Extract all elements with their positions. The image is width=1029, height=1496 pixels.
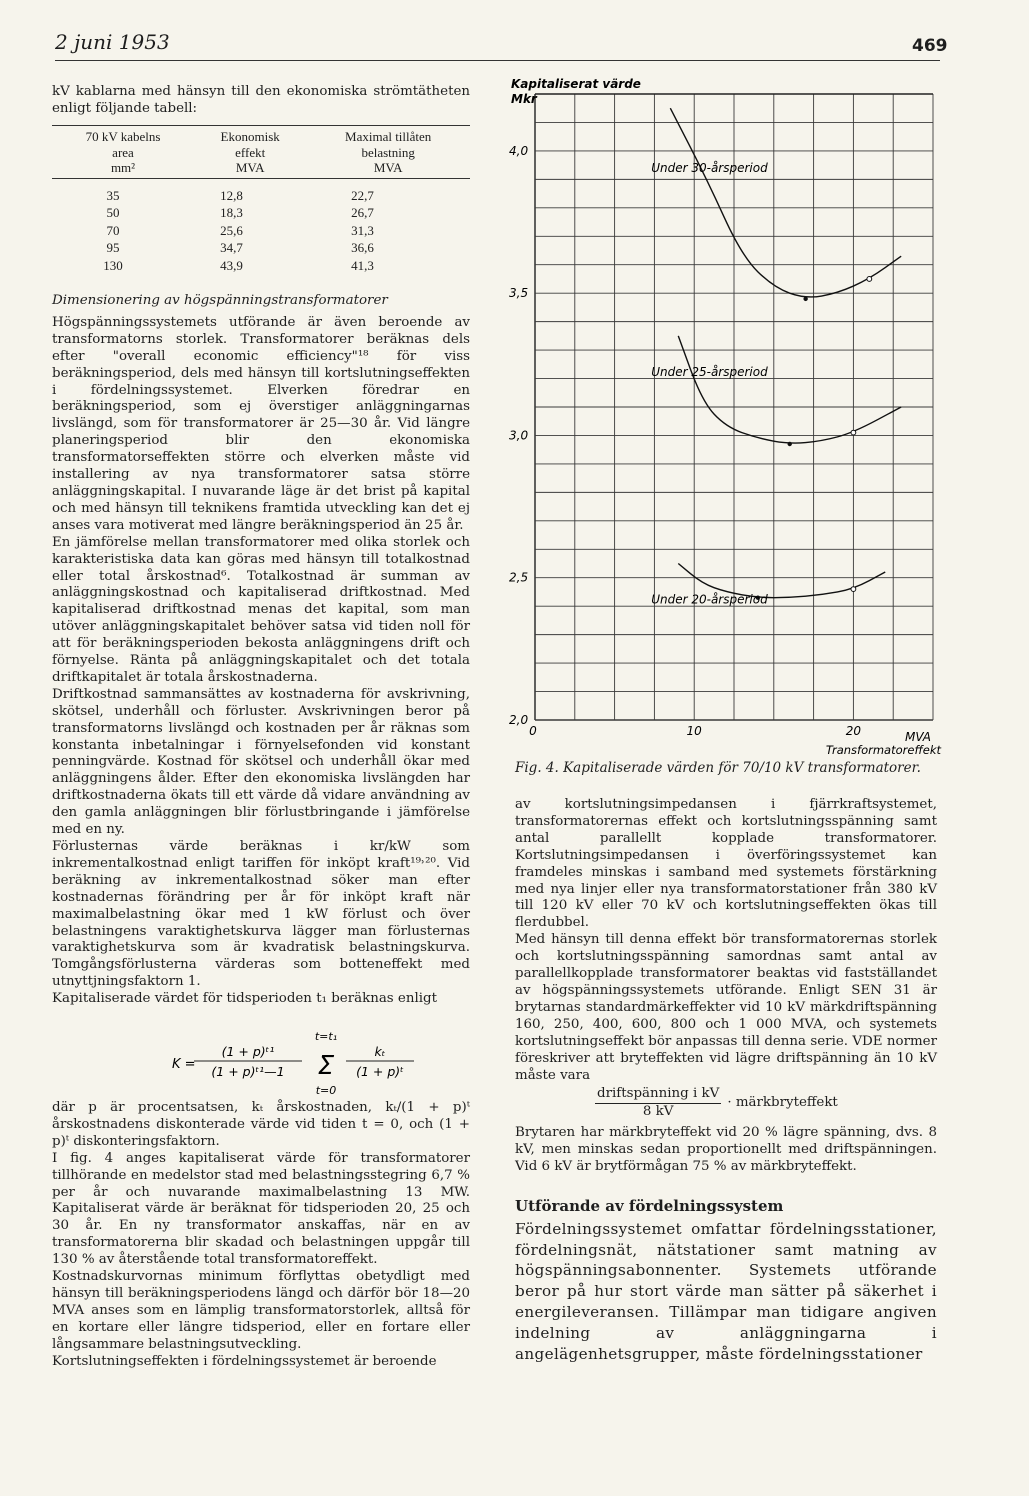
series-curve [670, 108, 901, 297]
x-tick-label: 20 [845, 724, 862, 738]
formula-den1: (1 + p)ᵗ¹—1 [211, 1064, 285, 1079]
y-tick-label: 2,0 [509, 713, 529, 727]
table-cell: 34,7 [220, 240, 243, 256]
chart-axes [509, 94, 933, 738]
fraction-denominator: 8 kV [642, 1104, 674, 1120]
header-line: MVA [235, 160, 265, 175]
table-row [52, 179, 470, 205]
header-line: area [112, 144, 134, 160]
table-cell: 36,6 [351, 240, 374, 256]
fraction-numerator: driftspänning i kV [595, 1086, 721, 1104]
header-date: 2 juni 1953 [55, 30, 170, 54]
x-tick-label: 0 [529, 724, 537, 738]
y-tick-label: 3,0 [509, 428, 529, 443]
formula-sum-top: t=t₁ [314, 1030, 338, 1043]
y-tick-label: 4,0 [509, 143, 529, 158]
table-header-effect [194, 126, 306, 178]
y-tick-label: 3,5 [509, 286, 529, 301]
series-label: Under 30-årsperiod [651, 161, 768, 176]
table-grid [52, 126, 470, 178]
x-tick-label: 10 [686, 724, 702, 738]
table-body [52, 179, 470, 275]
chart-y-unit: Mkr [511, 92, 537, 106]
chart-grid [535, 94, 933, 720]
table-cell: 31,3 [351, 222, 374, 238]
table-cell: 95 [106, 240, 120, 256]
right-column-body [515, 797, 937, 1364]
chart-x-title: Transformatoreffekt [825, 743, 941, 756]
header-line: effekt [235, 144, 266, 160]
paragraph: Kapitaliserade värdet för tidsperioden t₁ beräknas enligt [52, 991, 437, 1007]
sigma-icon: Σ [317, 1051, 335, 1081]
paragraph: Högspänningssystemets utförande är även beroende av transformatorns storlek. Transformatorer beräknas dels efter "overall economic efficiency"¹⁸ för viss beräkningsperiod, dels med hänsyn till kortslutningseffekten i fördelningssystemet. Elverken föredrar en beräkningsperiod, som ej överstiger anläggningarnas livslängd, som för transformatorer är 25—30 år. Vid längre planeringsperiod blir den ekonomiska transformatorseffekten större och elverken måste vid installering av nya transformatorer satsa större anläggningskapital. I nuvarande läge är det brist på kapital och med hänsyn till teknikens framtida utveckling kan det ej anses vara motiverat med längre beräkningsperiod än 25 år. [52, 314, 470, 533]
fraction-suffix: · märkbryteffekt [727, 1095, 838, 1111]
table-cell: 70 [106, 222, 120, 238]
series-curve [678, 336, 901, 443]
table-cell: 41,3 [351, 257, 374, 273]
table-cell: 35 [106, 187, 120, 203]
page-number: 469 [912, 36, 948, 56]
formula-num1: (1 + p)ᵗ¹ [221, 1044, 275, 1059]
header-line: MVA [373, 160, 403, 175]
paragraph: Kostnadskurvornas minimum förflyttas obetydligt med hänsyn till beräkningsperiodens längd och därför bör 18—20 MVA anses som en lämplig transformatorstorlek, alltså för en kortare eller längre tidsperiod, eller en fortare eller långsammare belastningsutveckling. [52, 1269, 470, 1352]
header-line: belastning [361, 144, 415, 160]
series-label: Under 20-årsperiod [651, 592, 768, 607]
formula-svg [150, 1028, 470, 1100]
paragraph: Kortslutningseffekten i fördelningssystemet är beroende [52, 1353, 437, 1369]
left-column-tail [52, 1100, 470, 1371]
header-line: mm² [110, 160, 136, 175]
table-cell: 50 [106, 205, 120, 221]
paragraph-large: Fördelningssystemet omfattar fördelningsstationer, fördelningsnät, nätstationer samt matning av högspänningsabonnenter. Systemets utförande beror på hur stort värde man sätter på säkerhet i energileveransen. Tillämpar man tidigare angiven indelning av anläggningarna i angelägenhetsgrupper, måste fördelningsstationer [515, 1219, 937, 1363]
table-cell: 22,7 [351, 187, 374, 203]
left-column-body [52, 293, 470, 1008]
series-point [851, 587, 856, 592]
header-rule [55, 60, 940, 61]
paragraph: Driftkostnad sammansättes av kostnaderna för avskrivning, skötsel, underhåll och förluster. Avskrivningen beror på transformatorns livslängd och kostnaden per år räknas som konstanta inbetalningar i förnyelsefonden vid konstant penningvärde. Kostnad för skötsel och underhåll ökar med anläggningens ålder. Efter den ekonomiska livslängden har driftkostnaderna ökats till ett värde då vidare användning av den gamla anläggningen blir förlustbringande i jämförelse med en ny. [52, 686, 470, 838]
series-point [867, 277, 872, 282]
table-header-max-load [306, 126, 470, 178]
paragraph: där p är procentsatsen, kₜ årskostnaden, kₜ/(1 + p)ᵗ årskostnadens diskonterade värde vid tiden t = 0, och (1 + p)ᵗ diskonteringsfaktorn. [52, 1100, 470, 1149]
series-minimum-point [803, 297, 807, 301]
table-row [52, 239, 470, 257]
table-cell: 130 [103, 257, 123, 273]
paragraph: Brytaren har märkbryteffekt vid 20 % lägre spänning, dvs. 8 kV, men minskas sedan proportionellt med driftspänningen. Vid 6 kV är brytförmågan 75 % av märkbryteffekt. [515, 1125, 937, 1175]
chart-x-unit: MVA [905, 730, 931, 744]
header-line: Maximal tillåten [345, 129, 432, 144]
series-point [851, 430, 856, 435]
formula-lhs: K = [172, 1057, 196, 1072]
cable-table [52, 125, 470, 274]
table-header-area [52, 126, 194, 178]
table-cell: 43,9 [220, 257, 243, 273]
table-row [52, 257, 470, 275]
paragraph: I fig. 4 anges kapitaliserat värde för transformatorer tillhörande en medelstor stad med belastningsstegring 6,7 % per år och nuvarande maximalbelastning 13 MW. Kapitaliserat värde är beräknat för tidsperioden 20, 25 och 30 år. En ny transformator anskaffas, när en av transformatorerna blir skadad och belastningen uppgår till 130 % av återstående total transformatoreffekt. [52, 1150, 470, 1268]
table-cell: 18,3 [220, 205, 243, 221]
formula-sum-bottom: t=0 [315, 1084, 337, 1097]
header-line: 70 kV kabelns [85, 129, 161, 144]
paragraph: av kortslutningsimpedansen i fjärrkraftsystemet, transformatorernas effekt och kortslutningsspänning samt antal parallellt kopplade transformatorer. Kortslutningsimpedansen i överföringssystemet kan framdeles minskas i samband med systemets förstärkning med nya linjer eller nya transformatorstationer från 380 kV till 120 kV eller 70 kV och kortslutningseffekten ökas till flerdubbel. [515, 797, 937, 931]
series-minimum-point [788, 442, 792, 446]
header-line: Ekonomisk [220, 129, 280, 144]
section-heading-dimensioning: Dimensionering av högspänningstransformatorer [52, 293, 388, 308]
capitalized-value-chart [505, 72, 945, 756]
intro-text: kV kablarna med hänsyn till den ekonomiska strömtätheten enligt följande tabell: [52, 84, 470, 116]
table-cell: 25,6 [220, 222, 243, 238]
figure-caption: Fig. 4. Kapitaliserade värden för 70/10 kV transformatorer. [515, 760, 921, 776]
section-heading-distribution: Utförande av fördelningssystem [515, 1196, 784, 1215]
table-cell: 26,7 [351, 205, 374, 221]
paragraph: En jämförelse mellan transformatorer med olika storlek och karakteristiska data kan göras med hänsyn till totalkostnad eller total årskostnad⁶. Totalkostnad är summan av anläggningskostnad och kapitaliserad driftkostnad. Med kapitaliserad driftkostnad menas det kapital, som man utöver anläggningskapitalet behöver satsa vid tiden noll för att för beräkningsperioden bekosta anläggningens drift och förnyelse. Ränta på anläggningskapitalet och det totala driftkapitalet är totala årskostnaderna. [52, 534, 470, 685]
formula-num2: kₜ [374, 1044, 386, 1059]
formula-fraction [595, 1086, 721, 1121]
y-tick-label: 2,5 [509, 570, 529, 585]
intro-paragraph [52, 84, 470, 118]
table-row [52, 222, 470, 240]
formula-den2: (1 + p)ᵗ [356, 1064, 404, 1079]
breaking-capacity-formula [595, 1086, 937, 1121]
chart-series [651, 108, 901, 606]
paragraph: Med hänsyn till denna effekt bör transformatorernas storlek och kortslutningsspänning samordnas samt antal av parallellkopplade transformatorer beaktas vid fastställandet av högspänningssystemets utförande. Enligt SEN 31 är brytarnas standardmärkeffekter vid 10 kV märkdriftspänning 160, 250, 400, 600, 800 och 1 000 MVA, och systemets kortslutningseffekt bör anpassas till denna serie. VDE normer föreskriver att bryteffekten vid lägre driftspänning än 10 kV måste vara [515, 932, 937, 1083]
table-cell: 12,8 [220, 187, 243, 203]
chart-title: Kapitaliserat värde [511, 77, 641, 91]
paragraph: Förlusternas värde beräknas i kr/kW som inkrementalkostnad enligt tariffen för inköpt kraft¹⁹˒²⁰. Vid beräkning av inkrementalkostnad söker man efter kostnadernas förändring per år för inköpt kraft när maximalbelastning ökar med 1 kW förlust och över belastningens varaktighetskurva lägger man förlusternas varaktighetskurva som är kvadratisk belastningskurva. Tomgångsförlusterna värderas som botteneffekt med utnyttjningsfaktorn 1. [52, 839, 470, 990]
table-row [52, 204, 470, 222]
capitalization-formula [150, 1028, 470, 1100]
series-label: Under 25-årsperiod [651, 364, 768, 379]
